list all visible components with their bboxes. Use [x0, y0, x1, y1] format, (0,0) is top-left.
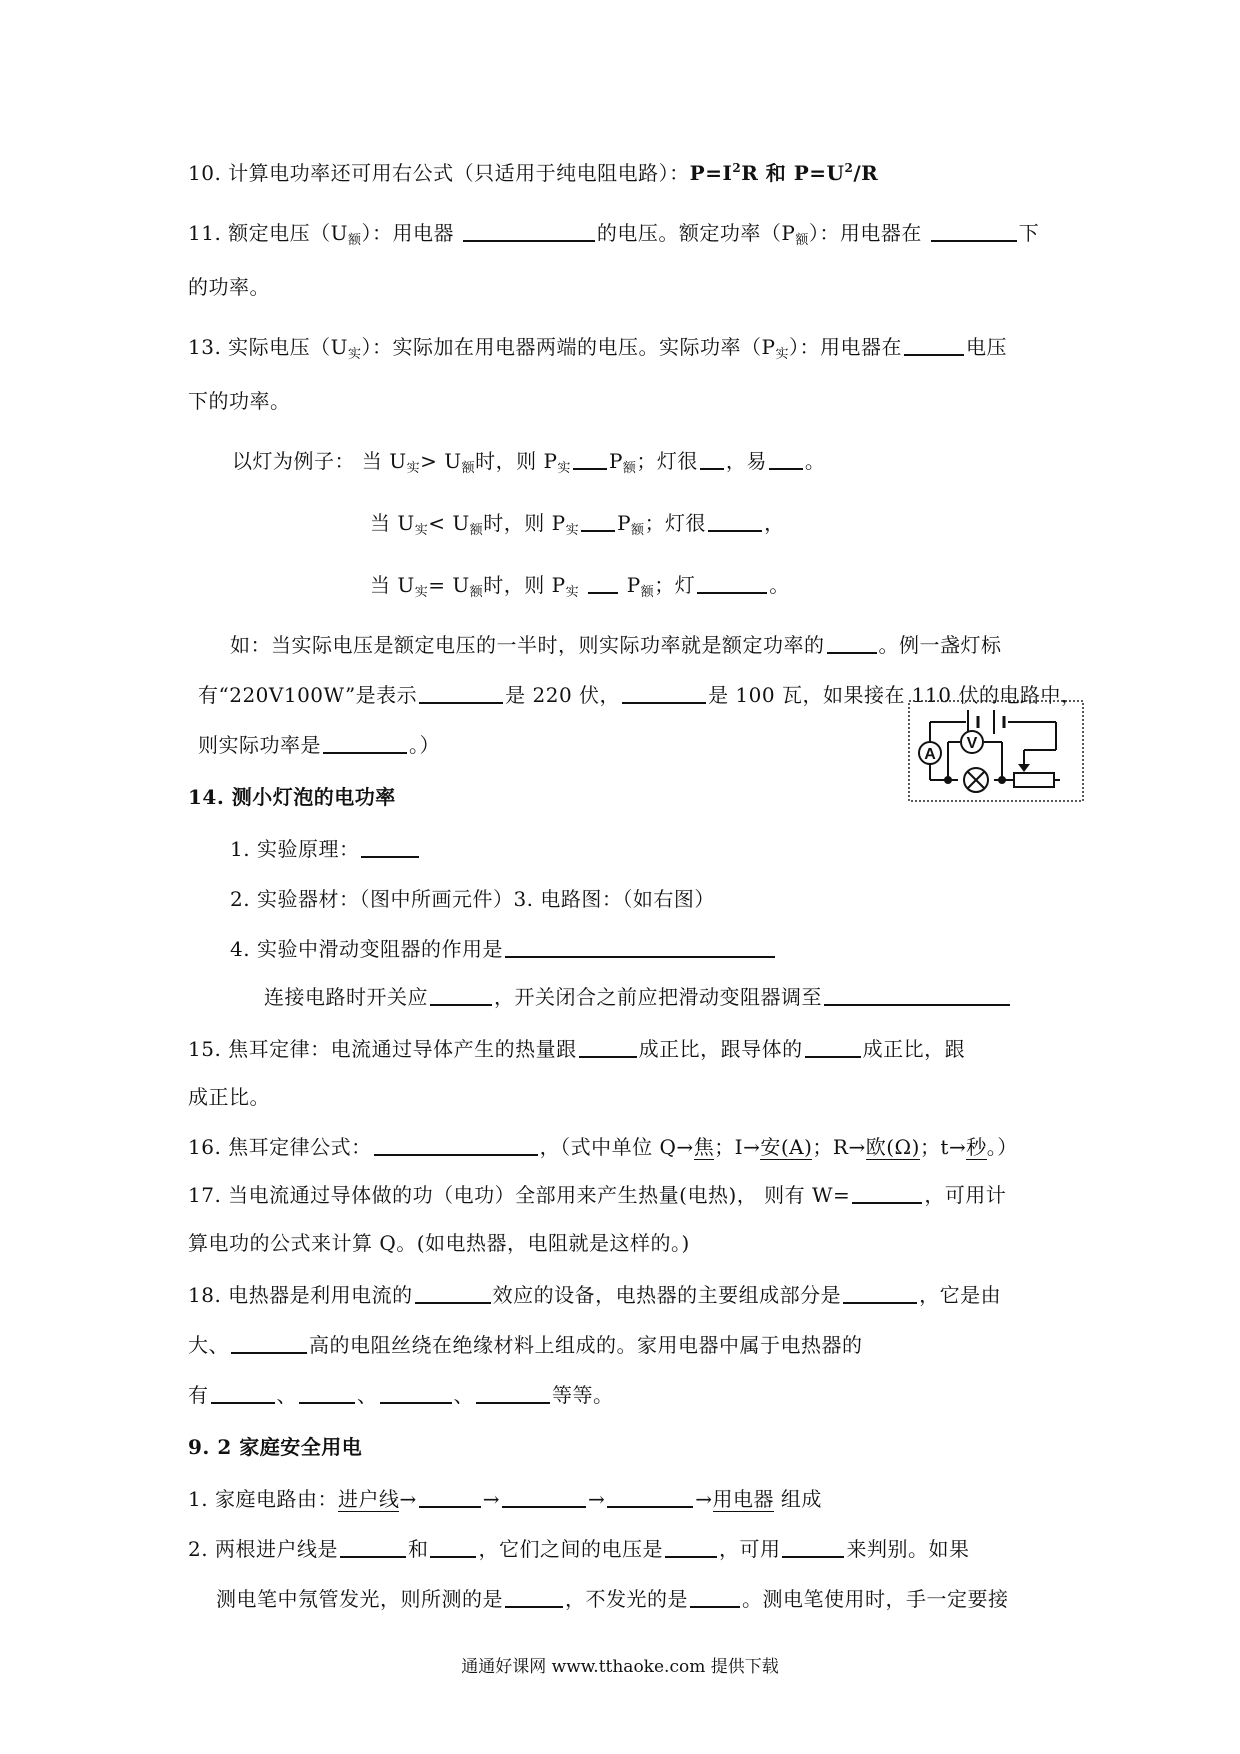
blank[interactable]: [827, 632, 877, 654]
home-item-1: 1. 家庭电路由：进户线→ → → →用电器 组成: [188, 1487, 822, 1511]
blank[interactable]: [697, 572, 767, 594]
blank[interactable]: [211, 1382, 275, 1404]
blank[interactable]: [573, 448, 607, 470]
blank[interactable]: [419, 1486, 481, 1508]
svg-text:V: V: [966, 735, 978, 752]
item-15: 15. 焦耳定律：电流通过导体产生的热量跟 成正比，跟导体的 成正比，跟: [188, 1037, 966, 1061]
blank[interactable]: [782, 1536, 844, 1558]
blank[interactable]: [502, 1486, 586, 1508]
blank[interactable]: [340, 1536, 406, 1558]
blank[interactable]: [769, 448, 803, 470]
blank[interactable]: [430, 984, 492, 1006]
lamp-example-1: 以灯为例子： 当 $U_实> U_额$时，则 $P_实$ $P_额$；灯很 ，易 。: [232, 449, 826, 476]
item-17-cont: 算电功的公式来计算 Q。(如电热器，电阻就是这样的。): [188, 1231, 690, 1255]
rheostat-symbol: [1014, 773, 1054, 787]
blank[interactable]: [581, 510, 615, 532]
blank[interactable]: [231, 1332, 307, 1354]
blank[interactable]: [622, 682, 706, 704]
item-10: 10. 计算电功率还可用右公式（只适用于纯电阻电路）：$P=I^2R$ 和 $P=U^2/R$: [188, 161, 879, 185]
blank[interactable]: [323, 732, 407, 754]
example-note-3: 则实际功率是 。）: [198, 733, 440, 757]
blank[interactable]: [904, 334, 964, 356]
item-15-cont: 成正比。: [188, 1085, 270, 1109]
blank[interactable]: [463, 220, 595, 242]
blank[interactable]: [361, 836, 419, 858]
blank[interactable]: [700, 448, 724, 470]
home-item-2-cont: 测电笔中氖管发光，则所测的是 ，不发光的是 。测电笔使用时，手一定要接: [216, 1587, 1009, 1611]
item-14-5: 连接电路时开关应 ，开关闭合之前应把滑动变阻器调至: [264, 982, 1012, 1012]
item-17: 17. 当电流通过导体做的功（电功）全部用来产生热量(电热)， 则有 W= ，可用计: [188, 1183, 1007, 1207]
lamp-symbol: [964, 768, 988, 792]
item-14-1: 1. 实验原理：: [230, 834, 421, 864]
item-13: 13. 实际电压$(U_实)$：实际加在用电器两端的电压。实际功率$(P_实)$：用电器在 电压: [188, 335, 1008, 362]
lamp-example-3: 当 $U_实= U_额$时，则 $P_实$ $P_额$；灯 。: [370, 573, 790, 600]
blank[interactable]: [374, 1134, 538, 1156]
item-18-cont-2: 有 、 、 、 等等。: [188, 1383, 614, 1407]
home-item-2: 2. 两根进户线是 和 ，它们之间的电压是 ，可用 来判别。如果: [188, 1537, 970, 1561]
item-14-2: 2. 实验器材：（图中所画元件）3. 电路图：（如右图）: [230, 887, 715, 911]
footer-credit: 通通好课网 www.tthaoke.com 提供下载: [461, 1657, 779, 1677]
item-18: 18. 电热器是利用电流的 效应的设备，电热器的主要组成部分是 ，它是由: [188, 1283, 1002, 1307]
blank[interactable]: [505, 936, 775, 958]
circuit-diagram: [908, 700, 1084, 802]
section-9-2-heading: 9. 2 家庭安全用电: [188, 1435, 363, 1459]
item-14-heading: 14. 测小灯泡的电功率: [188, 785, 396, 809]
item-11-cont: 的功率。: [188, 275, 270, 299]
blank[interactable]: [708, 510, 762, 532]
blank[interactable]: [852, 1182, 922, 1204]
power-formula: $P=I^2R$ 和 $P=U^2/R$: [689, 161, 879, 185]
svg-text:A: A: [924, 746, 936, 763]
blank[interactable]: [419, 682, 503, 704]
example-note-1: 如：当实际电压是额定电压的一半时，则实际功率就是额定功率的 。例一盏灯标: [230, 633, 1002, 657]
blank[interactable]: [579, 1036, 637, 1058]
item-16: 16. 焦耳定律公式： ，（式中单位 Q→焦；I→安(A)；R→欧(Ω)；t→秒。）: [188, 1135, 1018, 1159]
blank[interactable]: [931, 220, 1017, 242]
blank[interactable]: [805, 1036, 861, 1058]
lamp-example-2: 当 $U_实< U_额$时，则 $P_实$ $P_额$；灯很 ，: [370, 511, 785, 538]
blank[interactable]: [843, 1282, 917, 1304]
blank[interactable]: [690, 1586, 740, 1608]
blank[interactable]: [476, 1382, 550, 1404]
blank[interactable]: [380, 1382, 452, 1404]
example-note-2: 有“220V100W”是表示 是 220 伏， 是 100 瓦，如果接在 110 伏的电路中，: [198, 683, 1082, 707]
item-13-cont: 下的功率。: [188, 389, 291, 413]
blank[interactable]: [665, 1536, 717, 1558]
blank[interactable]: [588, 572, 618, 594]
blank[interactable]: [607, 1486, 693, 1508]
blank[interactable]: [430, 1536, 476, 1558]
blank[interactable]: [505, 1586, 563, 1608]
blank[interactable]: [415, 1282, 491, 1304]
voltmeter-symbol: [961, 731, 983, 753]
ammeter-symbol: [919, 742, 941, 764]
blank[interactable]: [824, 984, 1010, 1006]
blank[interactable]: [299, 1382, 355, 1404]
item-14-4: 4. 实验中滑动变阻器的作用是: [230, 934, 777, 964]
item-18-cont-1: 大、 高的电阻丝绕在绝缘材料上组成的。家用电器中属于电热器的: [188, 1333, 863, 1357]
item-11: 11. 额定电压$(U_额)$：用电器 的电压。额定功率$(P_额)$：用电器在 下: [188, 221, 1040, 248]
